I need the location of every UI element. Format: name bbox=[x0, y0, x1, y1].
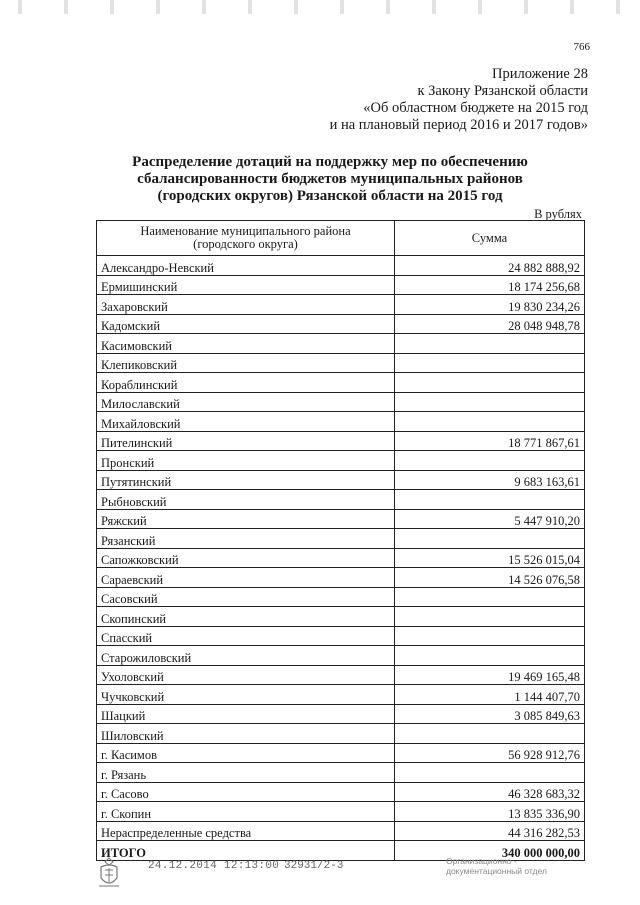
district-sum bbox=[395, 373, 585, 393]
district-name: Кадомский bbox=[97, 314, 395, 334]
district-sum: 19 830 234,26 bbox=[395, 295, 585, 315]
district-sum: 15 526 015,04 bbox=[395, 548, 585, 568]
district-name: Ухоловский bbox=[97, 665, 395, 685]
appendix-line: и на плановый период 2016 и 2017 годов» bbox=[329, 117, 588, 133]
district-name: Скопинский bbox=[97, 607, 395, 627]
district-sum: 46 328 683,32 bbox=[395, 782, 585, 802]
district-name: Шацкий bbox=[97, 704, 395, 724]
page-number: 766 bbox=[573, 41, 590, 53]
district-sum bbox=[395, 392, 585, 412]
table-row bbox=[97, 275, 585, 295]
district-sum bbox=[395, 587, 585, 607]
table-row bbox=[97, 724, 585, 744]
district-sum bbox=[395, 724, 585, 744]
table-row bbox=[97, 665, 585, 685]
table-row bbox=[97, 782, 585, 802]
table-row bbox=[97, 256, 585, 276]
district-name: г. Скопин bbox=[97, 802, 395, 822]
district-sum: 3 085 849,63 bbox=[395, 704, 585, 724]
table-row bbox=[97, 509, 585, 529]
header-name-line1: Наименование муниципального района bbox=[140, 224, 351, 238]
district-name: Путятинский bbox=[97, 470, 395, 490]
district-name: Спасский bbox=[97, 626, 395, 646]
scan-artifact-top bbox=[0, 0, 640, 14]
district-name: Сараевский bbox=[97, 568, 395, 588]
table-row bbox=[97, 685, 585, 705]
table-row bbox=[97, 392, 585, 412]
district-sum: 18 771 867,61 bbox=[395, 431, 585, 451]
district-name: Рязанский bbox=[97, 529, 395, 549]
district-sum: 5 447 910,20 bbox=[395, 509, 585, 529]
table-row bbox=[97, 431, 585, 451]
district-sum: 44 316 282,53 bbox=[395, 821, 585, 841]
table-row bbox=[97, 607, 585, 627]
table-row bbox=[97, 763, 585, 783]
document-footer bbox=[96, 856, 596, 896]
district-sum: 14 526 076,58 bbox=[395, 568, 585, 588]
district-sum bbox=[395, 490, 585, 510]
table-row bbox=[97, 334, 585, 354]
district-name: г. Рязань bbox=[97, 763, 395, 783]
header-name bbox=[97, 221, 395, 256]
district-sum: 18 174 256,68 bbox=[395, 275, 585, 295]
appendix-line: Приложение 28 bbox=[492, 66, 588, 82]
appendix-line: к Закону Рязанской области bbox=[417, 83, 588, 99]
district-sum bbox=[395, 763, 585, 783]
district-name: Захаровский bbox=[97, 295, 395, 315]
district-sum: 24 882 888,92 bbox=[395, 256, 585, 276]
table-row bbox=[97, 548, 585, 568]
table-row bbox=[97, 314, 585, 334]
registration-timestamp: 24.12.2014 12:13:00 bbox=[148, 860, 280, 872]
table-row bbox=[97, 451, 585, 471]
table-row bbox=[97, 587, 585, 607]
table-row bbox=[97, 529, 585, 549]
total-label: ИТОГО bbox=[97, 841, 395, 861]
table-row bbox=[97, 743, 585, 763]
district-sum: 19 469 165,48 bbox=[395, 665, 585, 685]
district-name: Рыбновский bbox=[97, 490, 395, 510]
district-name: Клепиковский bbox=[97, 353, 395, 373]
district-name: Пителинский bbox=[97, 431, 395, 451]
district-sum bbox=[395, 334, 585, 354]
document-code: 32931/2-3 bbox=[284, 860, 344, 872]
district-name: Пронский bbox=[97, 451, 395, 471]
district-sum bbox=[395, 626, 585, 646]
table-row bbox=[97, 626, 585, 646]
district-name: Ряжский bbox=[97, 509, 395, 529]
table-row bbox=[97, 373, 585, 393]
district-sum: 56 928 912,76 bbox=[395, 743, 585, 763]
table-row bbox=[97, 490, 585, 510]
district-name: Нераспределенные средства bbox=[97, 821, 395, 841]
district-name: Шиловский bbox=[97, 724, 395, 744]
table-row bbox=[97, 470, 585, 490]
office-stamp bbox=[446, 856, 547, 876]
table-row bbox=[97, 802, 585, 822]
table-row bbox=[97, 821, 585, 841]
total-sum: 340 000 000,00 bbox=[395, 841, 585, 861]
district-name: г. Касимов bbox=[97, 743, 395, 763]
district-name: Кораблинский bbox=[97, 373, 395, 393]
district-name: Старожиловский bbox=[97, 646, 395, 666]
table-row bbox=[97, 646, 585, 666]
district-name: Ермишинский bbox=[97, 275, 395, 295]
table-row bbox=[97, 295, 585, 315]
district-sum bbox=[395, 646, 585, 666]
title-line: сбалансированности бюджетов муниципальных районов bbox=[137, 171, 523, 187]
district-name: Сапожковский bbox=[97, 548, 395, 568]
units-label: В рублях bbox=[534, 207, 582, 221]
document-title bbox=[80, 154, 580, 205]
district-name: г. Сасово bbox=[97, 782, 395, 802]
table-row bbox=[97, 704, 585, 724]
appendix-reference bbox=[228, 66, 588, 134]
title-line: (городских округов) Рязанской области на 2015 год bbox=[157, 188, 503, 204]
table-header-row bbox=[97, 221, 585, 256]
district-sum bbox=[395, 353, 585, 373]
office-line: документационный отдел bbox=[446, 866, 547, 876]
district-name: Касимовский bbox=[97, 334, 395, 354]
district-name: Сасовский bbox=[97, 587, 395, 607]
table-row bbox=[97, 353, 585, 373]
title-line: Распределение дотаций на поддержку мер по обеспечению bbox=[132, 154, 528, 170]
district-sum bbox=[395, 607, 585, 627]
district-sum: 9 683 163,61 bbox=[395, 470, 585, 490]
grant-distribution-table bbox=[96, 220, 585, 861]
district-sum bbox=[395, 451, 585, 471]
district-name: Михайловский bbox=[97, 412, 395, 432]
district-name: Милославский bbox=[97, 392, 395, 412]
appendix-line: «Об областном бюджете на 2015 год bbox=[363, 100, 588, 116]
district-sum bbox=[395, 412, 585, 432]
district-sum: 13 835 336,90 bbox=[395, 802, 585, 822]
district-name: Александро-Невский bbox=[97, 256, 395, 276]
office-line: Организационно - bbox=[446, 856, 517, 866]
table-row bbox=[97, 412, 585, 432]
district-sum: 1 144 407,70 bbox=[395, 685, 585, 705]
district-name: Чучковский bbox=[97, 685, 395, 705]
header-sum: Сумма bbox=[395, 221, 585, 256]
header-name-line2: (городского округа) bbox=[193, 237, 298, 251]
table-row bbox=[97, 568, 585, 588]
district-sum bbox=[395, 529, 585, 549]
district-sum: 28 048 948,78 bbox=[395, 314, 585, 334]
coat-of-arms-icon bbox=[96, 856, 122, 890]
